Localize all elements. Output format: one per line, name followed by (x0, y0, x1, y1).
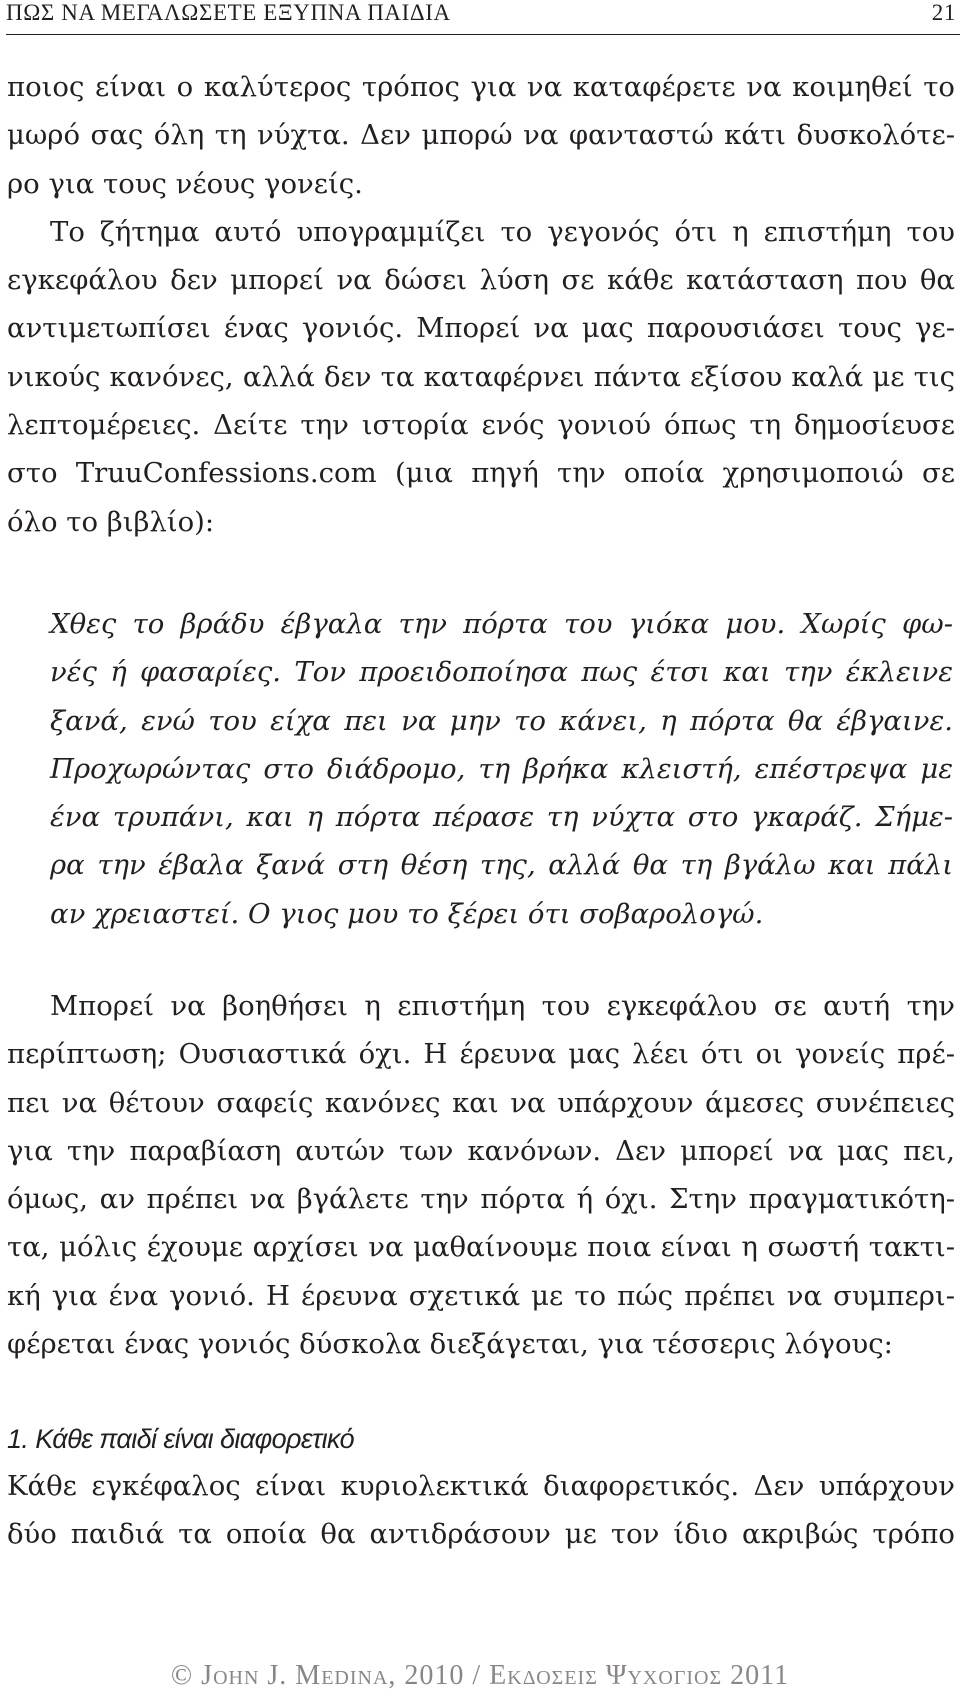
text-line: όλο το βιβλίο): (7, 505, 215, 538)
section-heading: 1. Κάθε παιδί είναι διαφορετικό (7, 1424, 355, 1454)
text-line: Μπορεί να βοηθήσει η επιστήμη του εγκεφάλου σε αυτή την (50, 990, 955, 1022)
text-line: Κάθε εγκέφαλος είναι κυριολεκτικά διαφορετικός. Δεν υπάρχουν (7, 1470, 955, 1502)
quote-line: ένα τρυπάνι, και η πόρτα πέρασε τη νύχτα στο γκαράζ. Σήμε- (50, 801, 953, 834)
text-line: αντιμετωπίσει ένας γονιός. Μπορεί να μας παρουσιάσει τους γε- (7, 312, 955, 345)
quote-line: αν χρειαστεί. Ο γιος μου το ξέρει ότι σοβαρολογώ. (50, 897, 764, 930)
text-line: πει να θέτουν σαφείς κανόνες και να υπάρχουν άμεσες συνέπειες (7, 1086, 955, 1119)
body-text-top (7, 63, 955, 546)
text-line: κή για ένα γονιό. Η έρευνα σχετικά με το πώς πρέπει να συμπερι- (7, 1279, 955, 1312)
text-line: ποιος είναι ο καλύτερος τρόπος για να καταφέρετε να κοιμηθεί το (7, 71, 955, 103)
text-line: εγκεφάλου δεν μπορεί να δώσει λύση σε κάθε κατάσταση που θα (7, 264, 955, 297)
page-number: 21 (931, 0, 956, 25)
header-title: ΠΩΣ ΝΑ ΜΕΓΑΛΩΣΕΤΕ ΕΞΥΠΝΑ ΠΑΙΔΙΑ (6, 0, 451, 25)
body-text-bottom (7, 1462, 955, 1559)
quote-line: ρα την έβαλα ξανά στη θέση της, αλλά θα τη βγάλω και πάλι (50, 849, 953, 882)
running-header (6, 0, 960, 35)
text-line: λεπτομέρειες. Δείτε την ιστορία ενός γονιού όπως τη δημοσίευσε (7, 409, 955, 442)
text-line: ρο για τους νέους γονείς. (7, 167, 363, 200)
quote-line: νές ή φασαρίες. Τον προειδοποίησα πως έτσι και την έκλεινε (50, 656, 953, 689)
text-line: δύο παιδιά τα οποία θα αντιδράσουν με τον ίδιο ακριβώς τρόπο (7, 1518, 955, 1551)
text-line: στο TruuConfessions.com (μια πηγή την οποία χρησιμοποιώ σε (7, 457, 955, 490)
text-line: μωρό σας όλη τη νύχτα. Δεν μπορώ να φανταστώ κάτι δυσκολότε- (7, 119, 955, 152)
text-line: όμως, αν πρέπει να βγάλετε την πόρτα ή όχι. Στην πραγματικότη- (7, 1183, 955, 1216)
text-line: νικούς κανόνες, αλλά δεν τα καταφέρνει πάντα εξίσου καλά με τις (7, 360, 955, 393)
text-line: Το ζήτημα αυτό υπογραμμίζει το γεγονός ότι η επιστήμη του (50, 215, 955, 248)
text-line: για την παραβίαση αυτών των κανόνων. Δεν μπορεί να μας πει, (7, 1134, 955, 1167)
quote-line: Χθες το βράδυ έβγαλα την πόρτα του γιόκα μου. Χωρίς φω- (50, 608, 953, 640)
quote-line: Προχωρώντας στο διάδρομο, τη βρήκα κλειστή, επέστρεψα με (50, 752, 953, 785)
block-quote (50, 600, 953, 938)
body-text-middle (7, 982, 955, 1368)
copyright-footer: © John J. Medina, 2010 / Εκδοσεισ Ψυχογιοσ 2011 (170, 1660, 790, 1691)
text-line: φέρεται ένας γονιός δύσκολα διεξάγεται, για τέσσερις λόγους: (7, 1328, 893, 1361)
text-line: περίπτωση; Ουσιαστικά όχι. Η έρευνα μας λέει ότι οι γονείς πρέ- (7, 1038, 955, 1071)
text-line: τα, μόλις έχουμε αρχίσει να μαθαίνουμε ποια είναι η σωστή τακτι- (7, 1231, 955, 1264)
quote-line: ξανά, ενώ του είχα πει να μην το κάνει, η πόρτα θα έβγαινε. (50, 704, 953, 737)
